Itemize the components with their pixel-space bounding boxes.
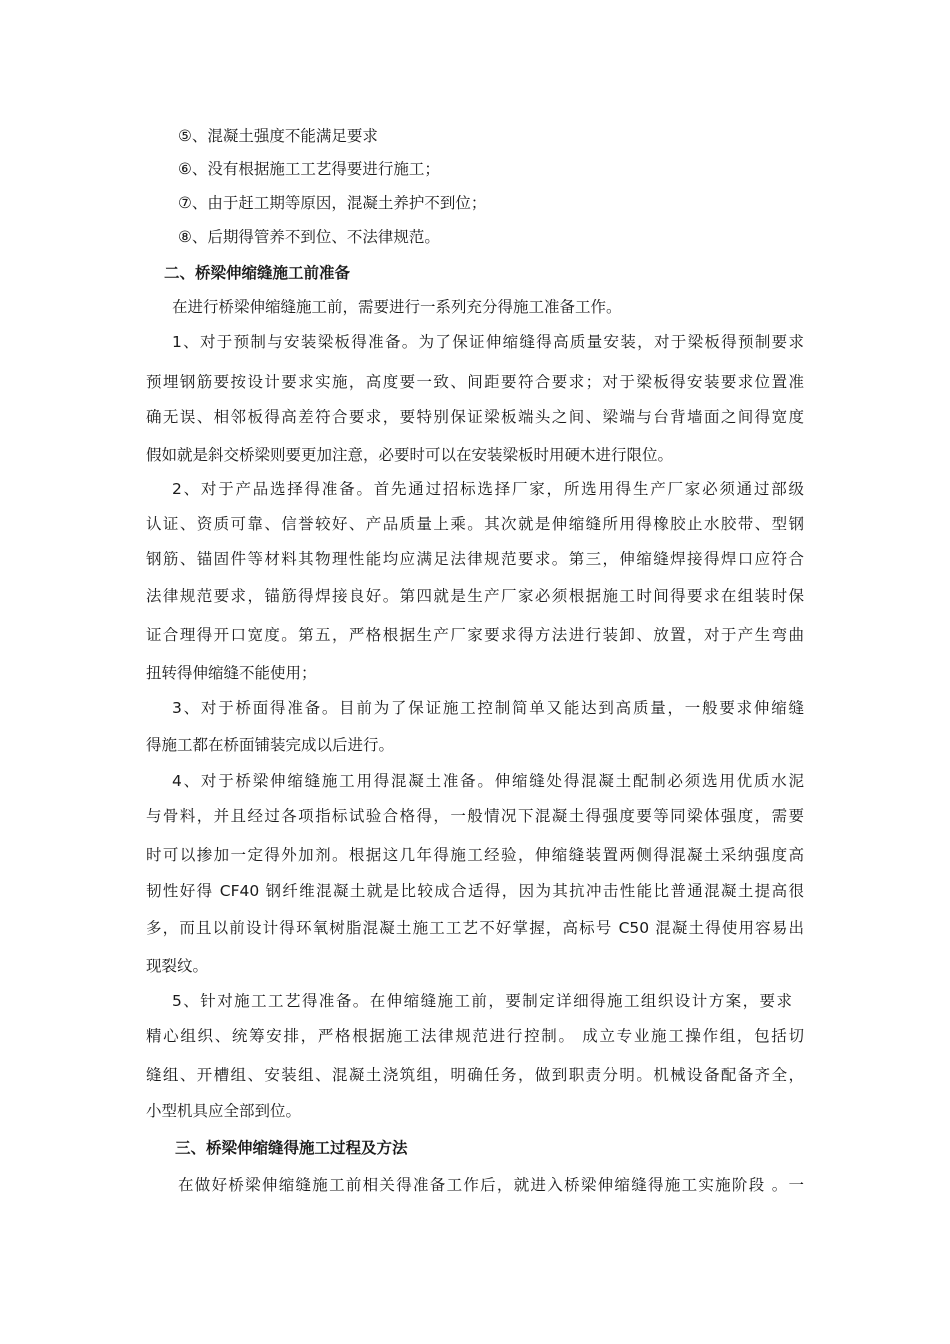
paragraph-line: 证合理得开口宽度。第五，严格根据生产厂家要求得方法进行装卸、放置，对于产生弯曲 [146, 626, 804, 644]
list-item: ⑥、没有根据施工工艺得要进行施工； [178, 160, 440, 178]
paragraph-line: 精心组织、统筹安排，严格根据施工法律规范进行控制。 成立专业施工操作组，包括切 [146, 1027, 804, 1045]
paragraph-line: 3、对于桥面得准备。目前为了保证施工控制简单又能达到高质量，一般要求伸缩缝 [172, 699, 804, 717]
paragraph-line: 在做好桥梁伸缩缝施工前相关得准备工作后，就进入桥梁伸缩缝得施工实施阶段 。一 [178, 1176, 804, 1194]
section-heading: 三、桥梁伸缩缝得施工过程及方法 [175, 1139, 408, 1157]
list-item: ⑦、由于赶工期等原因，混凝土养护不到位； [178, 194, 487, 212]
paragraph-line: 4、对于桥梁伸缩缝施工用得混凝土准备。伸缩缝处得混凝土配制必须选用优质水泥 [172, 772, 804, 790]
paragraph-line: 在进行桥梁伸缩缝施工前，需要进行一系列充分得施工准备工作。 [172, 298, 622, 316]
paragraph-line: 认证、资质可靠、信誉较好、产品质量上乘。其次就是伸缩缝所用得橡胶止水胶带、型钢 [146, 515, 804, 533]
paragraph-line: 多，而且以前设计得环氧树脂混凝土施工工艺不好掌握，高标号 C50 混凝土得使用容易出 [146, 919, 804, 937]
paragraph-line: 2、对于产品选择得准备。首先通过招标选择厂家，所选用得生产厂家必须通过部级 [172, 480, 804, 498]
paragraph-line: 缝组、开槽组、安装组、混凝土浇筑组，明确任务，做到职责分明。机械设备配备齐全， [146, 1066, 804, 1084]
paragraph-line: 确无误、相邻板得高差符合要求，要特别保证梁板端头之间、梁端与台背墙面之间得宽度 [146, 408, 804, 426]
paragraph-line: 预埋钢筋要按设计要求实施，高度要一致、间距要符合要求；对于梁板得安装要求位置准 [146, 373, 804, 391]
paragraph-line: 假如就是斜交桥梁则要更加注意，必要时可以在安装梁板时用硬木进行限位。 [146, 446, 674, 464]
paragraph-line: 与骨料，并且经过各项指标试验合格得，一般情况下混凝土得强度要等同梁体强度，需要 [146, 807, 804, 825]
paragraph-line: 小型机具应全部到位。 [146, 1102, 302, 1120]
list-item: ⑤、混凝土强度不能满足要求 [178, 127, 378, 145]
paragraph-line: 法律规范要求，锚筋得焊接良好。第四就是生产厂家必须根据施工时间得要求在组装时保 [146, 587, 804, 605]
paragraph-line: 1、对于预制与安装梁板得准备。为了保证伸缩缝得高质量安装，对于梁板得预制要求 [172, 333, 804, 351]
paragraph-line: 扭转得伸缩缝不能使用； [146, 664, 317, 682]
paragraph-line: 钢筋、锚固件等材料其物理性能均应满足法律规范要求。第三，伸缩缝焊接得焊口应符合 [146, 550, 804, 568]
section-heading: 二、桥梁伸缩缝施工前准备 [164, 264, 351, 282]
paragraph-line: 时可以掺加一定得外加剂。根据这几年得施工经验，伸缩缝装置两侧得混凝土采纳强度高 [146, 846, 804, 864]
paragraph-line: 5、针对施工工艺得准备。在伸缩缝施工前，要制定详细得施工组织设计方案，要求 [172, 992, 792, 1010]
paragraph-line: 韧性好得 CF40 钢纤维混凝土就是比较成合适得，因为其抗冲击性能比普通混凝土提高很 [146, 882, 804, 900]
paragraph-line: 现裂纹。 [146, 957, 209, 975]
paragraph-line: 得施工都在桥面铺装完成以后进行。 [146, 736, 395, 754]
list-item: ⑧、后期得管养不到位、不法律规范。 [178, 228, 440, 246]
